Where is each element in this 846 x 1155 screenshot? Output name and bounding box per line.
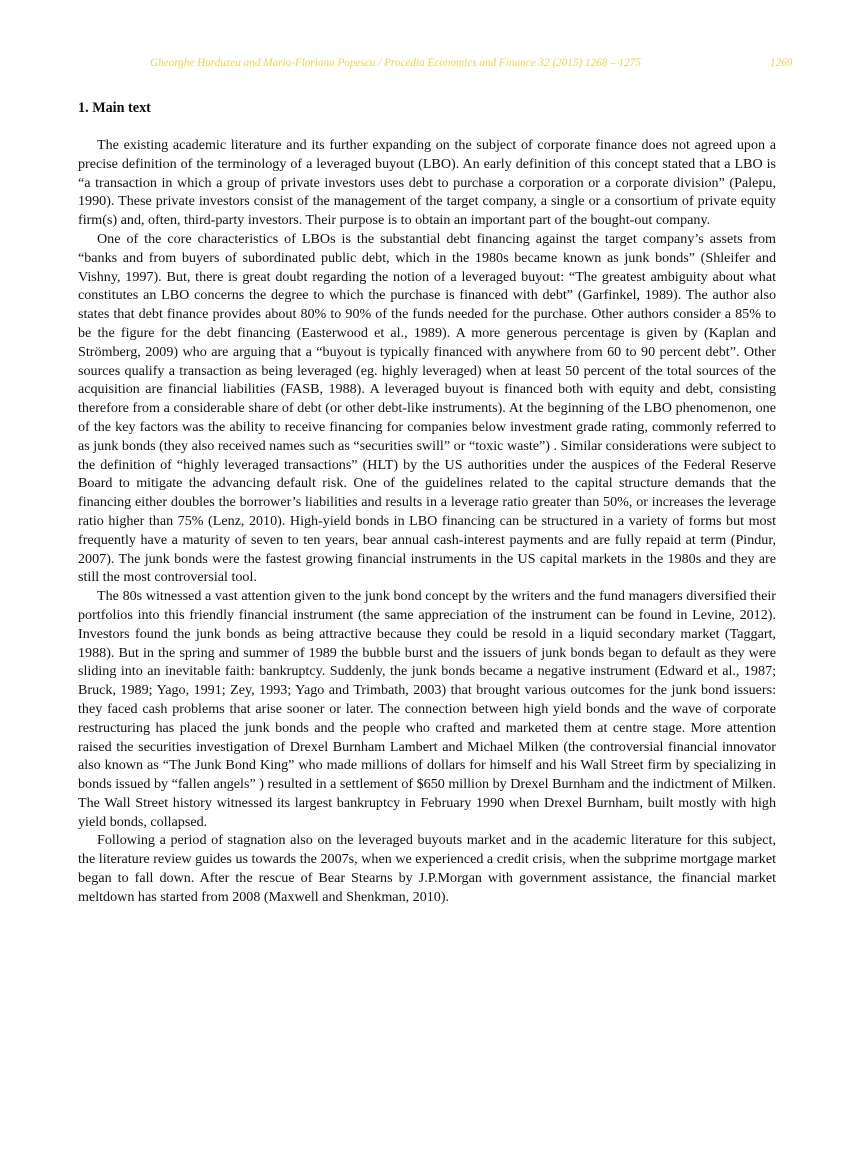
running-header bbox=[0, 57, 846, 73]
page-number: 1269 bbox=[770, 57, 793, 69]
header-citation: Gheorghe Hurduzeu and Maria-Floriana Popescu / Procedia Economics and Finance 32 (2015) 1268 – 1275 bbox=[150, 57, 641, 69]
section-heading: 1. Main text bbox=[78, 100, 151, 116]
main-text-section bbox=[78, 99, 776, 907]
paragraph-1: The existing academic literature and its further expanding on the subject of corporate finance does not agreed upon a precise definition of the terminology of a leveraged buyout (LBO). An early definition of this concept stated that a LBO is “a transaction in which a group of private investors uses debt to purchase a corporation or a corporate division” (Palepu, 1990). These private investors consist of the management of the target company, a single or a consortium of private equity firm(s) and, often, third-party investors. Their purpose is to obtain an important part of the bought-out company. bbox=[78, 137, 776, 229]
paragraph-3: The 80s witnessed a vast attention given to the junk bond concept by the writers and the fund managers diversified their portfolios into this friendly financial instrument (the same appreciation of the instrument can be found in Levine, 2012). Investors found the junk bonds as being attractive because they could be resold in a liquid secondary market (Taggart, 1988). But in the spring and summer of 1989 the bubble burst and the issuers of junk bonds began to default as they were sliding into an inevitable faith: bankruptcy. Suddenly, the junk bonds became a negative instrument (Edward et al., 1987; Bruck, 1989; Yago, 1991; Zey, 1993; Yago and Trimbath, 2003) that brought various outcomes for the junk bond issuers: they faced cash problems that arise sooner or later. The connection between high yield bonds and the wave of corporate restructuring has placed the junk bonds and the people who crafted and marketed them at centre stage. More attention raised the securities investigation of Drexel Burnham Lambert and Michael Milken (the controversial financial innovator also known as “The Junk Bond King” who made millions of dollars for himself and his Wall Street firm by specializing in bonds issued by “fallen angels” ) resulted in a settlement of $650 million by Drexel Burnham and the indictment of Milken. The Wall Street history witnessed its largest bankruptcy in February 1990 when Drexel Burnham, built mostly with high yield bonds, collapsed. bbox=[78, 588, 776, 830]
paragraph-4: Following a period of stagnation also on the leveraged buyouts market and in the academic literature for this subject, the literature review guides us towards the 2007s, when we experienced a credit crisis, when the subprime mortgage market began to fall down. After the rescue of Bear Stearns by J.P.Morgan with government assistance, the financial market meltdown has started from 2008 (Maxwell and Shenkman, 2010). bbox=[78, 832, 776, 905]
paragraph-2: One of the core characteristics of LBOs is the substantial debt financing against the target company’s assets from “banks and from buyers of subordinated public debt, which in the 1980s became known as junk bonds” (Shleifer and Vishny, 1997). But, there is great doubt regarding the notion of a leveraged buyout: “The greatest ambiguity about what constitutes an LBO concerns the degree to which the purchase is financed with debt” (Garfinkel, 1989). The author also states that debt finance provides about 80% to 90% of the funds needed for the purchase. Other authors consider a 85% to be the figure for the debt financing (Easterwood et al., 1989). A more generous percentage is given by (Kaplan and Strömberg, 2009) who are arguing that a “buyout is typically financed with anywhere from 60 to 90 percent debt”. Other sources qualify a transaction as being leveraged (eg. highly leveraged) when at least 50 percent of the total sources of the acquisition are financial liabilities (FASB, 1988). A leveraged buyout is financed both with equity and debt, consisting therefore from a considerable share of debt (or other debt-like instruments). At the beginning of the LBO phenomenon, one of the key factors was the ability to receive financing for companies below investment grade rating, commonly referred to as junk bonds (they also received names such as “securities swill” or “toxic waste”) . Similar considerations were subject to the definition of “highly leveraged transactions” (HLT) by the US authorities under the auspices of the Federal Reserve Board to mitigate the advancing default risk. One of the guidelines related to the capital structure demands that the financing either doubles the borrower’s liabilities and results in a leverage ratio greater than 50%, or increases the leverage ratio higher than 75% (Lenz, 2010). High-yield bonds in LBO financing can be structured in a variety of forms but most frequently have a maturity of seven to ten years, bear annual cash-interest payments and are fully repaid at term (Pindur, 2007). The junk bonds were the fastest growing financial instruments in the US capital markets in the 1980s and they are still the most controversial tool. bbox=[78, 230, 776, 586]
